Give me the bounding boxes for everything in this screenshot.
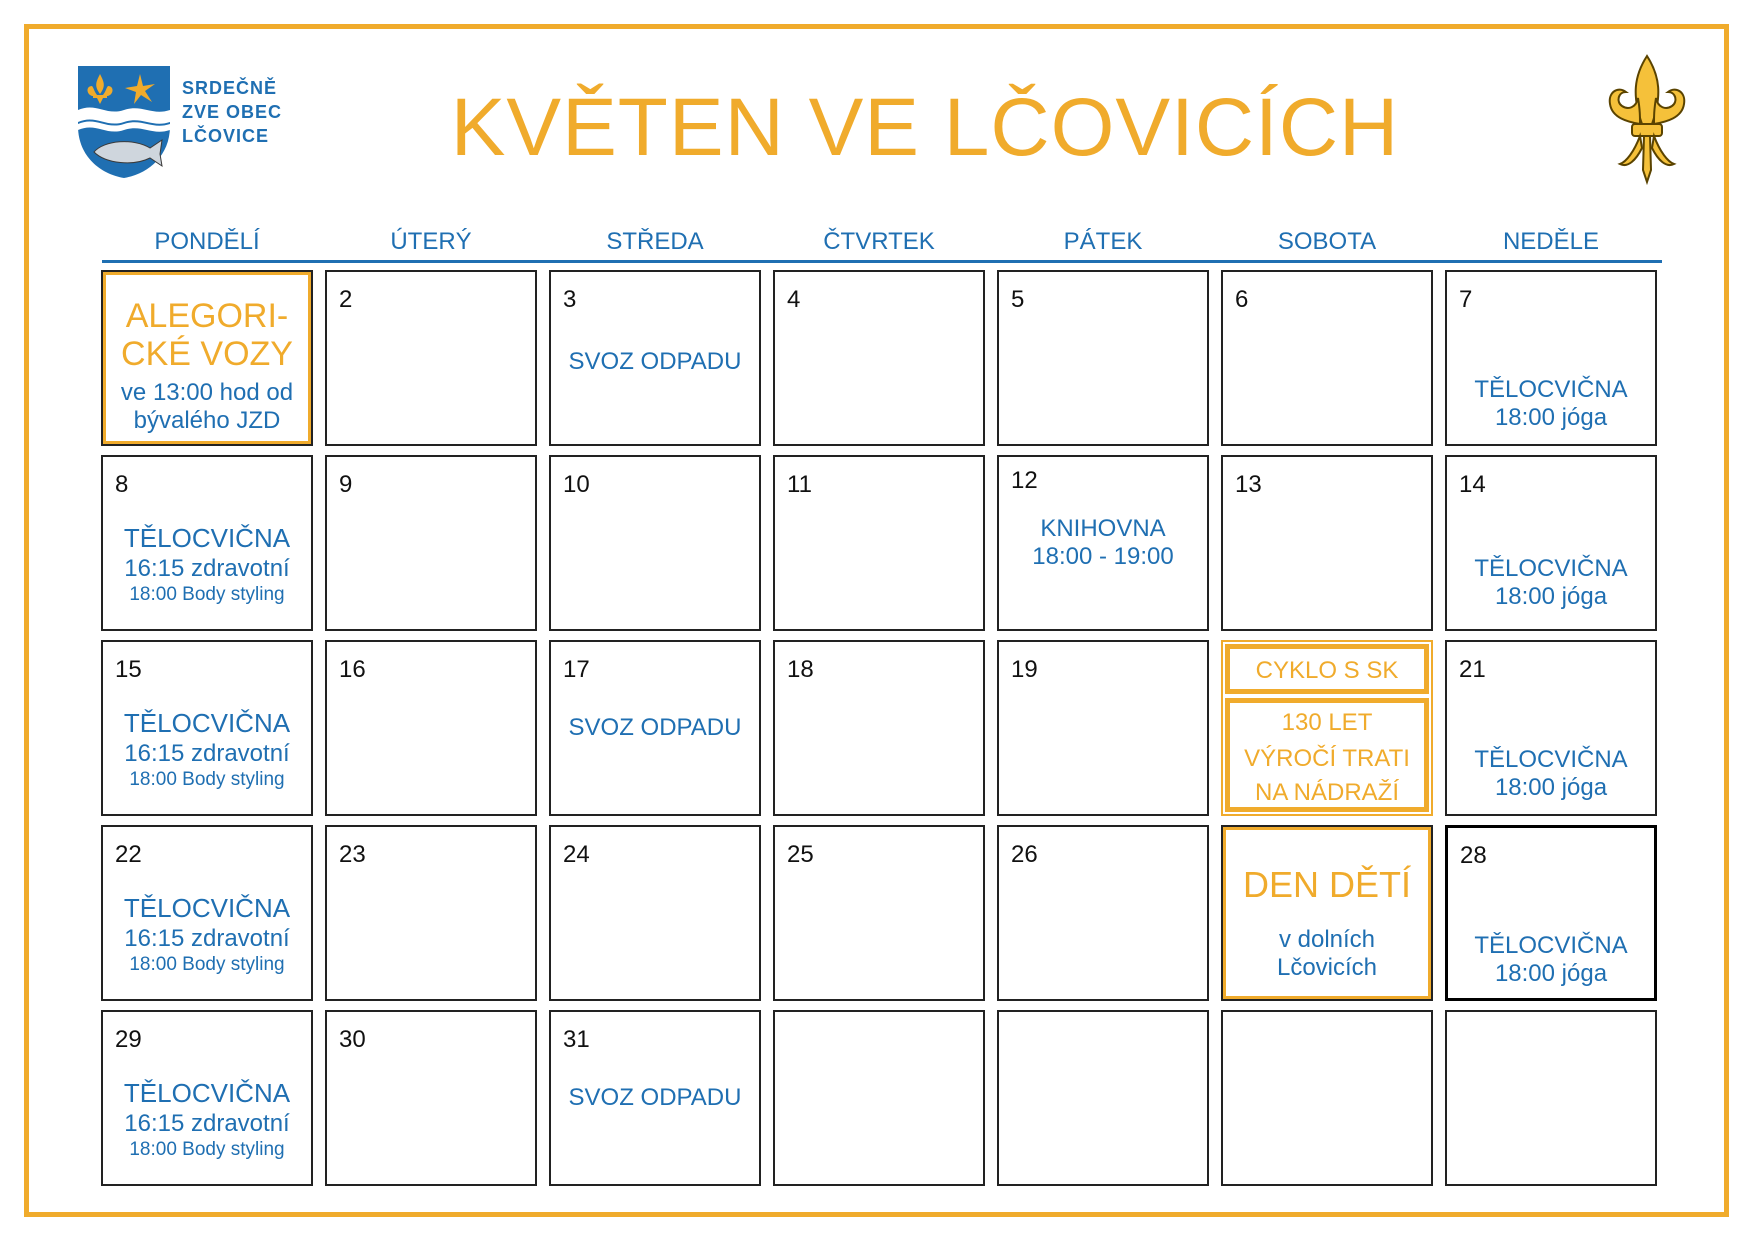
event-title: TĚLOCVIČNA	[123, 1078, 291, 1108]
day-cell-28	[1445, 825, 1657, 1001]
weekday-wednesday: STŘEDA	[606, 228, 704, 255]
day-cell-4	[773, 270, 985, 446]
event-line: 16:15 zdravotní	[124, 925, 290, 952]
day-number: 15	[115, 656, 142, 683]
day-number: 23	[339, 841, 366, 868]
day-number: 5	[1011, 286, 1025, 313]
day-cell-19	[997, 640, 1209, 816]
empty-cell	[1445, 1010, 1657, 1186]
event-title: KNIHOVNA	[1040, 515, 1166, 542]
event-line: 16:15 zdravotní	[124, 1110, 290, 1137]
day-number: 3	[563, 286, 577, 313]
day-cell-24	[549, 825, 761, 1001]
day-number: 16	[339, 656, 366, 683]
day-number: 24	[563, 841, 590, 868]
day-cell-8	[101, 455, 313, 631]
day-cell-1	[101, 270, 313, 446]
day-number: 17	[563, 656, 590, 683]
day-cell-9	[325, 455, 537, 631]
event-title: ALEGORI-	[125, 297, 289, 335]
day-cell-10	[549, 455, 761, 631]
logo-line: LČOVICE	[182, 126, 270, 146]
event-title: DEN DĚTÍ	[1242, 864, 1411, 905]
day-cell-31	[549, 1010, 761, 1186]
day-number: 22	[115, 841, 142, 868]
day-number: 28	[1460, 842, 1487, 869]
day-number: 30	[339, 1026, 366, 1053]
event-text: SVOZ ODPADU	[568, 1084, 742, 1111]
day-cell-20	[1221, 640, 1433, 816]
day-cell-30	[325, 1010, 537, 1186]
day-cell-2	[325, 270, 537, 446]
day-number: 31	[563, 1026, 590, 1053]
event-line: VÝROČÍ TRATI	[1244, 745, 1410, 772]
day-cell-5	[997, 270, 1209, 446]
event-box-anniversary	[1225, 698, 1429, 812]
day-cell-6	[1221, 270, 1433, 446]
event-line: 18:00 jóga	[1494, 774, 1608, 801]
day-number: 21	[1459, 656, 1486, 683]
day-number: 11	[787, 471, 812, 498]
event-title: TĚLOCVIČNA	[123, 708, 291, 738]
event-line: ve 13:00 hod od	[120, 379, 294, 406]
day-number: 2	[339, 286, 353, 313]
day-number: 10	[563, 471, 590, 498]
event-line: 18:00 jóga	[1494, 404, 1608, 431]
event-small: 18:00 Body styling	[129, 954, 285, 975]
day-number: 4	[787, 286, 801, 313]
header-divider	[102, 260, 1662, 263]
weekday-thursday: ČTVRTEK	[823, 228, 935, 255]
day-cell-17	[549, 640, 761, 816]
day-number: 9	[339, 471, 353, 498]
day-number: 14	[1459, 471, 1486, 498]
day-cell-18	[773, 640, 985, 816]
event-line: NA NÁDRAŽÍ	[1254, 779, 1400, 806]
event-title: TĚLOCVIČNA	[1474, 555, 1628, 582]
day-cell-15	[101, 640, 313, 816]
event-line: Lčovicích	[1276, 954, 1378, 981]
day-cell-16	[325, 640, 537, 816]
logo-line: ZVE OBEC	[182, 102, 283, 122]
weekday-friday: PÁTEK	[1063, 228, 1143, 255]
weekday-sunday: NEDĚLE	[1502, 228, 1600, 255]
day-cell-21	[1445, 640, 1657, 816]
empty-cell	[773, 1010, 985, 1186]
logo-text	[182, 76, 282, 148]
empty-cell	[997, 1010, 1209, 1186]
day-cell-22	[101, 825, 313, 1001]
event-line: 16:15 zdravotní	[124, 555, 290, 582]
event-line: v dolních	[1278, 926, 1376, 953]
event-small: 18:00 Body styling	[129, 769, 285, 790]
coat-of-arms-icon	[76, 64, 172, 180]
weekday-tuesday: ÚTERÝ	[390, 228, 472, 255]
logo-line: SRDEČNĚ	[182, 78, 278, 98]
day-number: 25	[787, 841, 814, 868]
empty-cell	[1221, 1010, 1433, 1186]
weekday-saturday: SOBOTA	[1277, 228, 1377, 255]
day-cell-13	[1221, 455, 1433, 631]
event-text: SVOZ ODPADU	[568, 348, 742, 375]
weekday-monday: PONDĚLÍ	[154, 228, 260, 255]
event-title: TĚLOCVIČNA	[1474, 932, 1628, 959]
event-line: 130 LET	[1281, 709, 1373, 736]
event-line: 18:00 jóga	[1494, 583, 1608, 610]
day-number: 26	[1011, 841, 1038, 868]
event-title: TĚLOCVIČNA	[1474, 376, 1628, 403]
event-line: 16:15 zdravotní	[124, 740, 290, 767]
event-line: 18:00 - 19:00	[1032, 543, 1174, 570]
event-title: TĚLOCVIČNA	[1474, 746, 1628, 773]
day-number: 19	[1011, 656, 1038, 683]
event-title: CKÉ VOZY	[121, 335, 293, 373]
day-number: 7	[1459, 286, 1473, 313]
day-cell-23	[325, 825, 537, 1001]
day-number: 12	[1011, 467, 1038, 494]
event-line: 18:00 jóga	[1494, 960, 1608, 987]
day-cell-25	[773, 825, 985, 1001]
day-cell-12	[997, 455, 1209, 631]
page-title: KVĚTEN VE LČOVICÍCH	[450, 82, 1400, 173]
event-title: TĚLOCVIČNA	[123, 893, 291, 923]
day-number: 18	[787, 656, 814, 683]
day-cell-29	[101, 1010, 313, 1186]
day-cell-27	[1221, 825, 1433, 1001]
day-number: 13	[1235, 471, 1262, 498]
event-small: 18:00 Body styling	[129, 584, 285, 605]
day-cell-7	[1445, 270, 1657, 446]
event-title: CYKLO S SK	[1255, 657, 1399, 684]
event-line: bývalého JZD	[133, 407, 281, 434]
event-title: TĚLOCVIČNA	[123, 523, 291, 553]
event-text: SVOZ ODPADU	[568, 714, 742, 741]
day-cell-11	[773, 455, 985, 631]
day-cell-3	[549, 270, 761, 446]
day-number: 8	[115, 471, 129, 498]
event-small: 18:00 Body styling	[129, 1139, 285, 1160]
day-number: 29	[115, 1026, 142, 1053]
day-number: 6	[1235, 286, 1249, 313]
day-cell-14	[1445, 455, 1657, 631]
fleur-de-lis-icon	[1604, 52, 1690, 188]
event-box-cyklo	[1225, 644, 1429, 694]
day-cell-26	[997, 825, 1209, 1001]
